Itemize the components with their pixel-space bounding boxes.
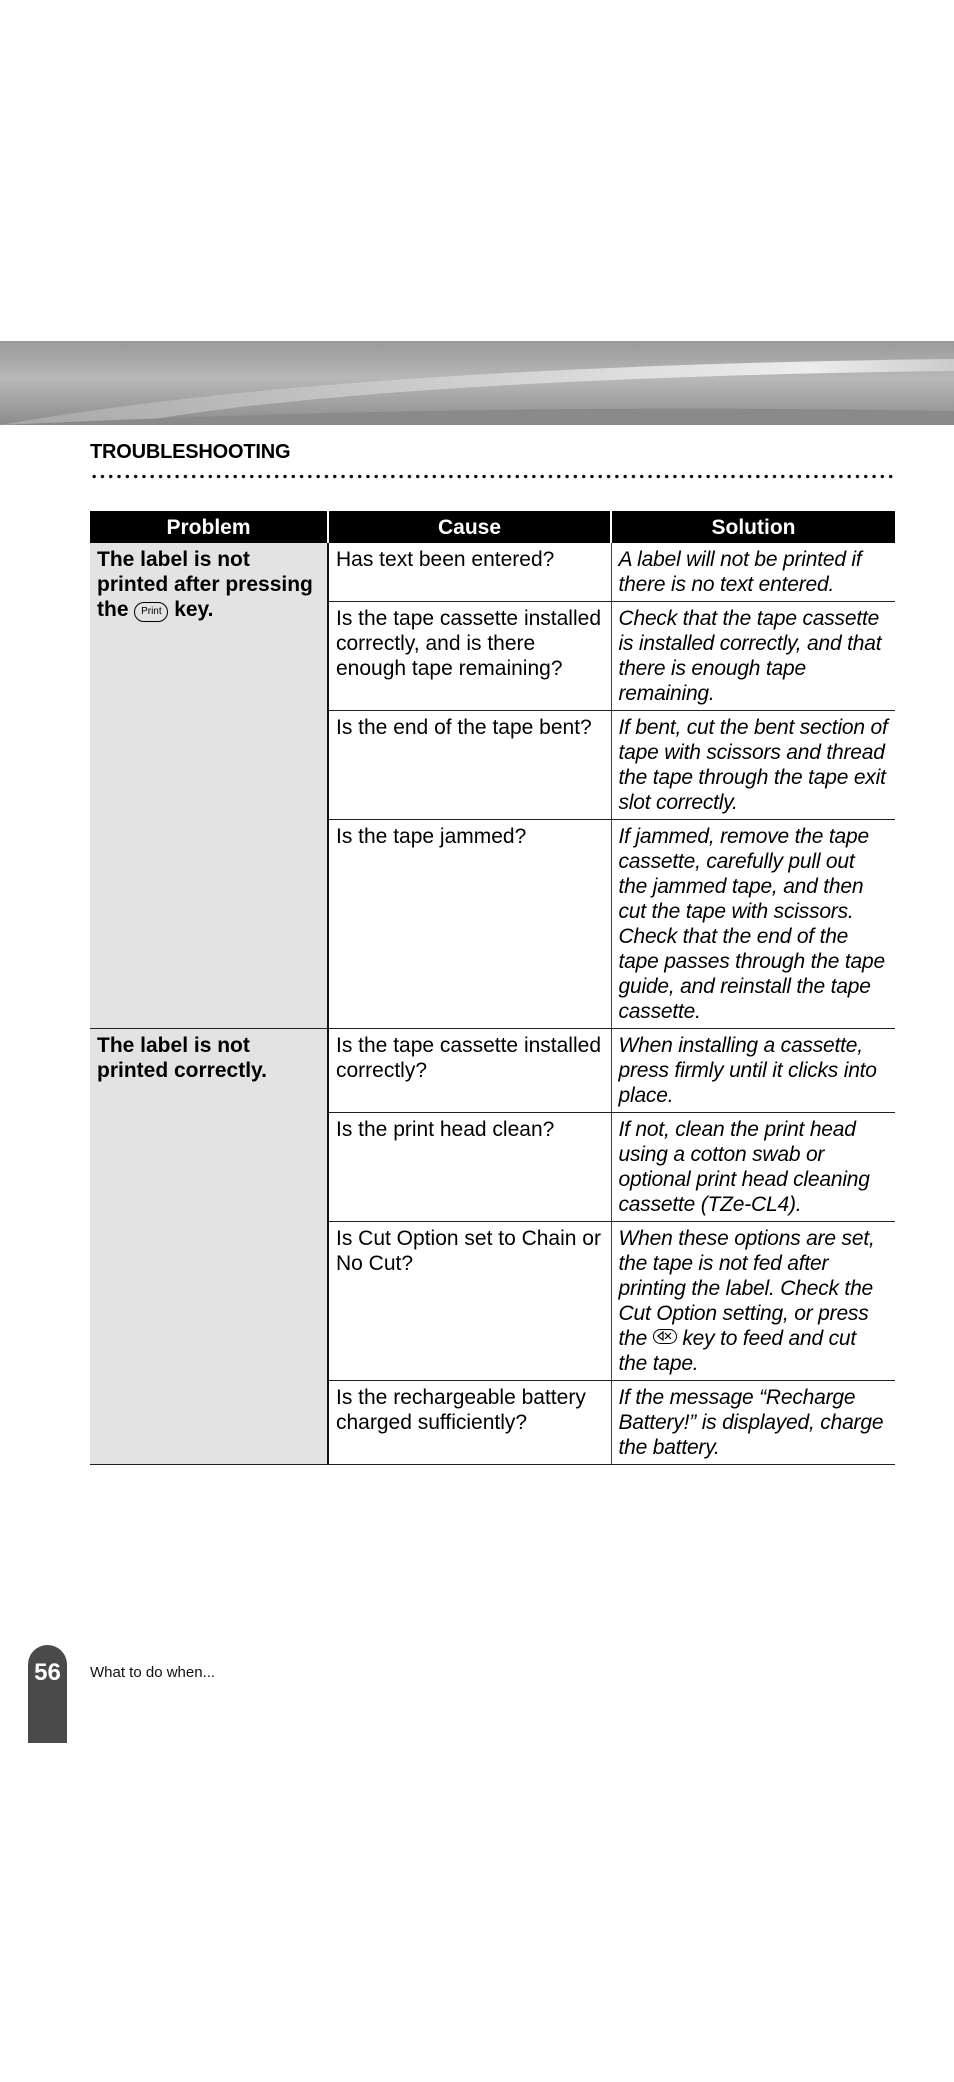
solution-cell: A label will not be printed if there is no text entered. <box>611 543 895 602</box>
cause-cell: Is the tape cassette installed correctly? <box>328 1029 611 1113</box>
cause-cell: Is the rechargeable battery charged sufficiently? <box>328 1381 611 1465</box>
solution-cell: If jammed, remove the tape cassette, carefully pull out the jammed tape, and then cut the tape with scissors. Check that the end of the tape passes through the tape guide, and reinstall the tape cassette. <box>611 820 895 1029</box>
solution-cell <box>611 1222 895 1381</box>
cause-cell: Is the end of the tape bent? <box>328 711 611 820</box>
problem-cell <box>90 543 328 1029</box>
solution-text-suffix: key to feed and cut the tape. <box>618 1327 857 1375</box>
solution-cell: If the message “Recharge Battery!” is displayed, charge the battery. <box>611 1381 895 1465</box>
cause-cell: Is the tape cassette installed correctly, and is there enough tape remaining? <box>328 602 611 711</box>
footer-section-name: What to do when... <box>90 1664 216 1681</box>
page-number-tab: 56 <box>28 1645 67 1743</box>
table-row <box>90 1029 895 1113</box>
problem-cell: The label is not printed correctly. <box>90 1029 328 1465</box>
cause-cell: Is the tape jammed? <box>328 820 611 1029</box>
header-problem: Problem <box>90 511 328 543</box>
cause-cell: Is the print head clean? <box>328 1113 611 1222</box>
header-banner <box>0 341 954 425</box>
solution-cell: Check that the tape cassette is installed correctly, and that there is enough tape remaining. <box>611 602 895 711</box>
troubleshooting-table <box>90 511 895 1465</box>
header-cause: Cause <box>328 511 611 543</box>
dotted-divider <box>90 474 894 479</box>
solution-cell: If not, clean the print head using a cotton swab or optional print head cleaning cassette (TZe-CL4). <box>611 1113 895 1222</box>
cause-cell: Has text been entered? <box>328 543 611 602</box>
solution-text: When these options are set, the tape is not fed after printing the label. Check the Cut Option setting, or press the <box>618 1227 875 1350</box>
section-title: TROUBLESHOOTING <box>90 441 291 463</box>
cause-cell: Is Cut Option set to Chain or No Cut? <box>328 1222 611 1381</box>
table-header-row <box>90 511 895 543</box>
solution-cell: If bent, cut the bent section of tape with scissors and thread the tape through the tape exit slot correctly. <box>611 711 895 820</box>
feed-cut-key-icon <box>653 1329 677 1344</box>
problem-text-suffix: key. <box>174 598 214 621</box>
table-row <box>90 543 895 602</box>
print-key-icon: Print <box>134 602 168 622</box>
solution-cell: When installing a cassette, press firmly until it clicks into place. <box>611 1029 895 1113</box>
problem-text: The label is not printed after pressing the <box>97 548 313 621</box>
header-solution: Solution <box>611 511 895 543</box>
